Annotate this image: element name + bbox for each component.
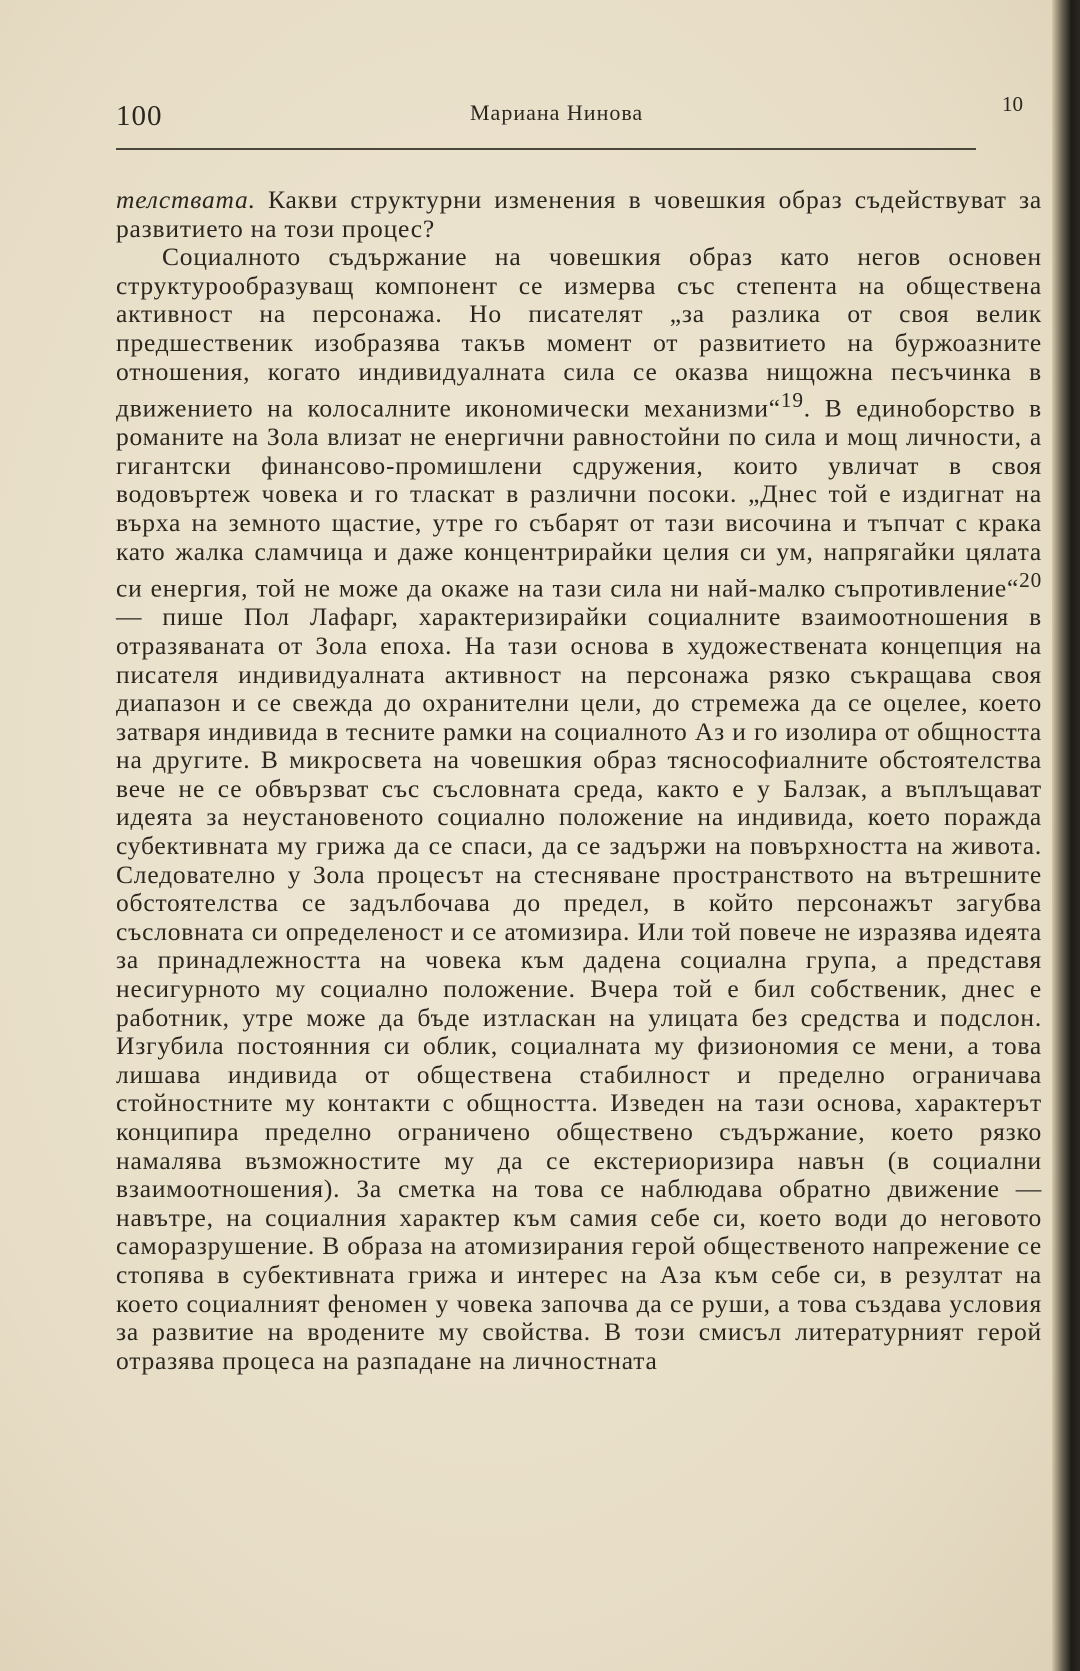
- page-number: 100: [116, 100, 163, 132]
- paragraph-1-text: Какви структурни изменения в човешкия образ съдействуват за развитието на този процес?: [116, 185, 1042, 243]
- header-rule: [116, 148, 976, 150]
- footnote-ref-19: 19: [780, 388, 804, 413]
- paragraph-2-text-a: Социалното съдържание на човешкия образ като негов основен структурообразуващ компонент се измерва със степента на обществена активност на персонажа. Но писателят „за разлика от своя велик предшественик изобразява такъв момент от развитието на буржоазните отношения, когато индивидуалната сила се оказва нищожна песъчинка в движението на колосалните икономически механизми“: [116, 242, 1042, 423]
- italic-word: телствата.: [116, 185, 256, 214]
- paragraph-1: [116, 186, 1042, 243]
- body-text: [116, 186, 1042, 1375]
- paragraph-2: [116, 243, 1042, 1375]
- paragraph-2-text-c: — пише Пол Лафарг, характеризирайки социалните взаимоотношения в отразяваната от Зола епоха. На тази основа в художествената концепция на писателя индивидуалната активност на персонажа рязко съкращава своя диапазон и се свежда до охранителни цели, до стремежа да се оцелее, което затваря индивида в тесните рамки на социалното Аз и го изолира от общността на другите. В микросвета на човешкия образ тяснософиалните обстоятелства вече не се обвързват със съсловната среда, както е у Балзак, а въплъщават идеята за неустановеното социално положение на индивида, което поражда субективната му грижа да се спаси, да се задържи на повърхността на живота. Следователно у Зола процесът на стесняване пространството на вътрешните обстоятелства се задълбочава до предел, в който персонажът загубва съсловната си определеност и се атомизира. Или той повече не изразява идеята за принадлежността на човека към дадена социална група, а представя несигурното му социално положение. Вчера той е бил собственик, днес е работник, утре може да бъде изтласкан на улицата без средства и подслон. Изгубила постоянния си облик, социалната му физиономия се мени, а това лишава индивида от обществена стабилност и пределно ограничава стойностните му контакти с общността. Изведен на тази основа, характерът конципира пределно ограничено обществено съдържание, което рязко намалява възможностите му да се екстериоризира навън (в социални взаимоотношения). За сметка на това се наблюдава обратно движение — навътре, на социалния характер към самия себе си, което води до неговото саморазрушение. В образа на атомизирания герой общественото напрежение се стопява в субективната грижа и интерес на Аза към себе си, в резултат на което социалният феномен у човека започва да се руши, а това създава условия за развитие на вродените му свойства. В този смисъл литературният герой отразява процеса на разпадане на личностната: [116, 602, 1042, 1375]
- book-spine-shadow: [1052, 0, 1080, 1671]
- footnote-ref-20: 20: [1019, 568, 1042, 593]
- running-title: Мариана Нинова: [470, 100, 644, 125]
- page-header: [0, 0, 1080, 160]
- corner-number: 10: [1002, 92, 1023, 116]
- paragraph-2-text-b: . В единоборство в романите на Зола влизат не енергични равностойни по сила и мощ личности, а гигантски финансово-промишлени сдружения, които увличат в своя водовъртеж човека и го тласкат в различни посоки. „Днес той е издигнат на върха на земното щастие, утре го събарят от тази височина и тъпчат с крака като жалка сламчица и даже концентрирайки целия си ум, напрягайки цялата си енергия, той не може да окаже на тази сила ни най-малко съпротивление“: [116, 393, 1042, 603]
